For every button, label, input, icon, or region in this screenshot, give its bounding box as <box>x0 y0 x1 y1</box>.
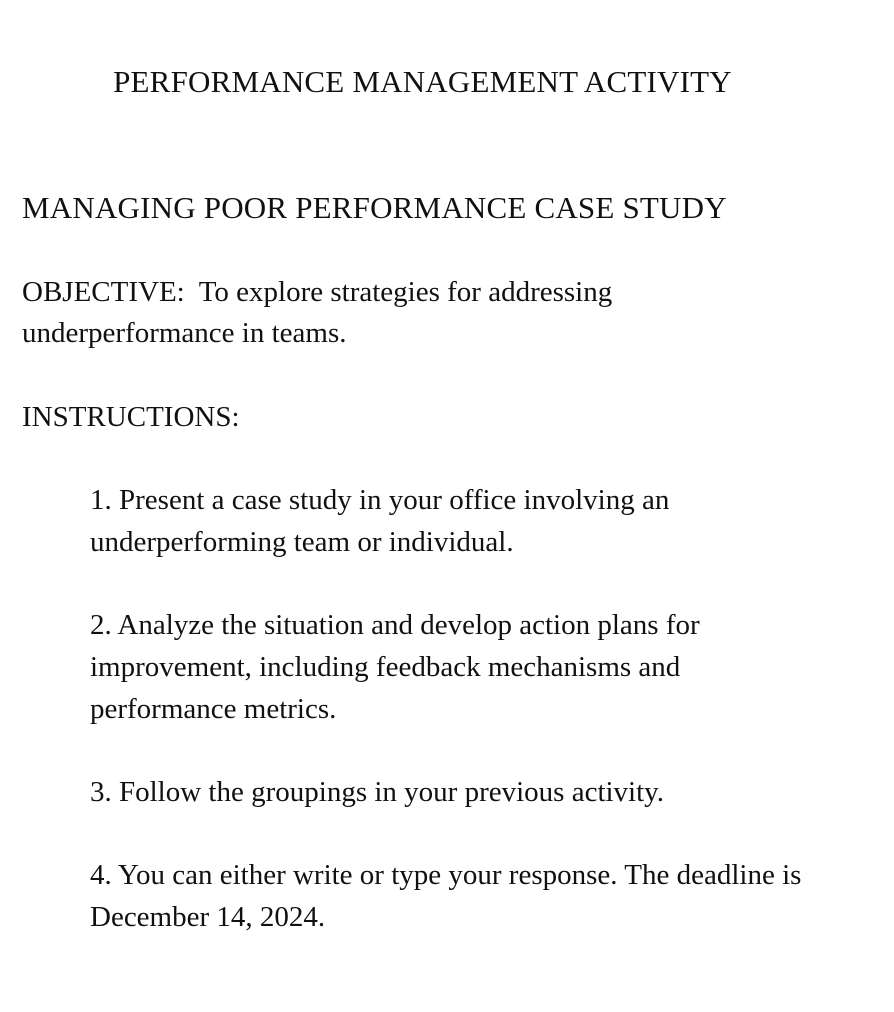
objective-paragraph <box>22 272 782 354</box>
case-study-heading: MANAGING POOR PERFORMANCE CASE STUDY <box>22 190 727 225</box>
instruction-item-4: 4. You can either write or type your response. The deadline is December 14, 2024. <box>90 859 802 933</box>
document-title: PERFORMANCE MANAGEMENT ACTIVITY <box>113 64 732 99</box>
instruction-item-1: 1. Present a case study in your office involving an underperforming team or individual. <box>90 484 670 558</box>
instructions-heading: INSTRUCTIONS: <box>22 401 240 433</box>
objective-label: OBJECTIVE: <box>22 276 185 308</box>
instruction-list <box>90 479 810 979</box>
instruction-item-2: 2. Analyze the situation and develop action plans for improvement, including feedback mechanisms and performance metrics. <box>90 609 700 725</box>
objective-text: To explore strategies for addressing underperformance in teams. <box>22 276 613 349</box>
instruction-item-3: 3. Follow the groupings in your previous activity. <box>90 776 665 808</box>
